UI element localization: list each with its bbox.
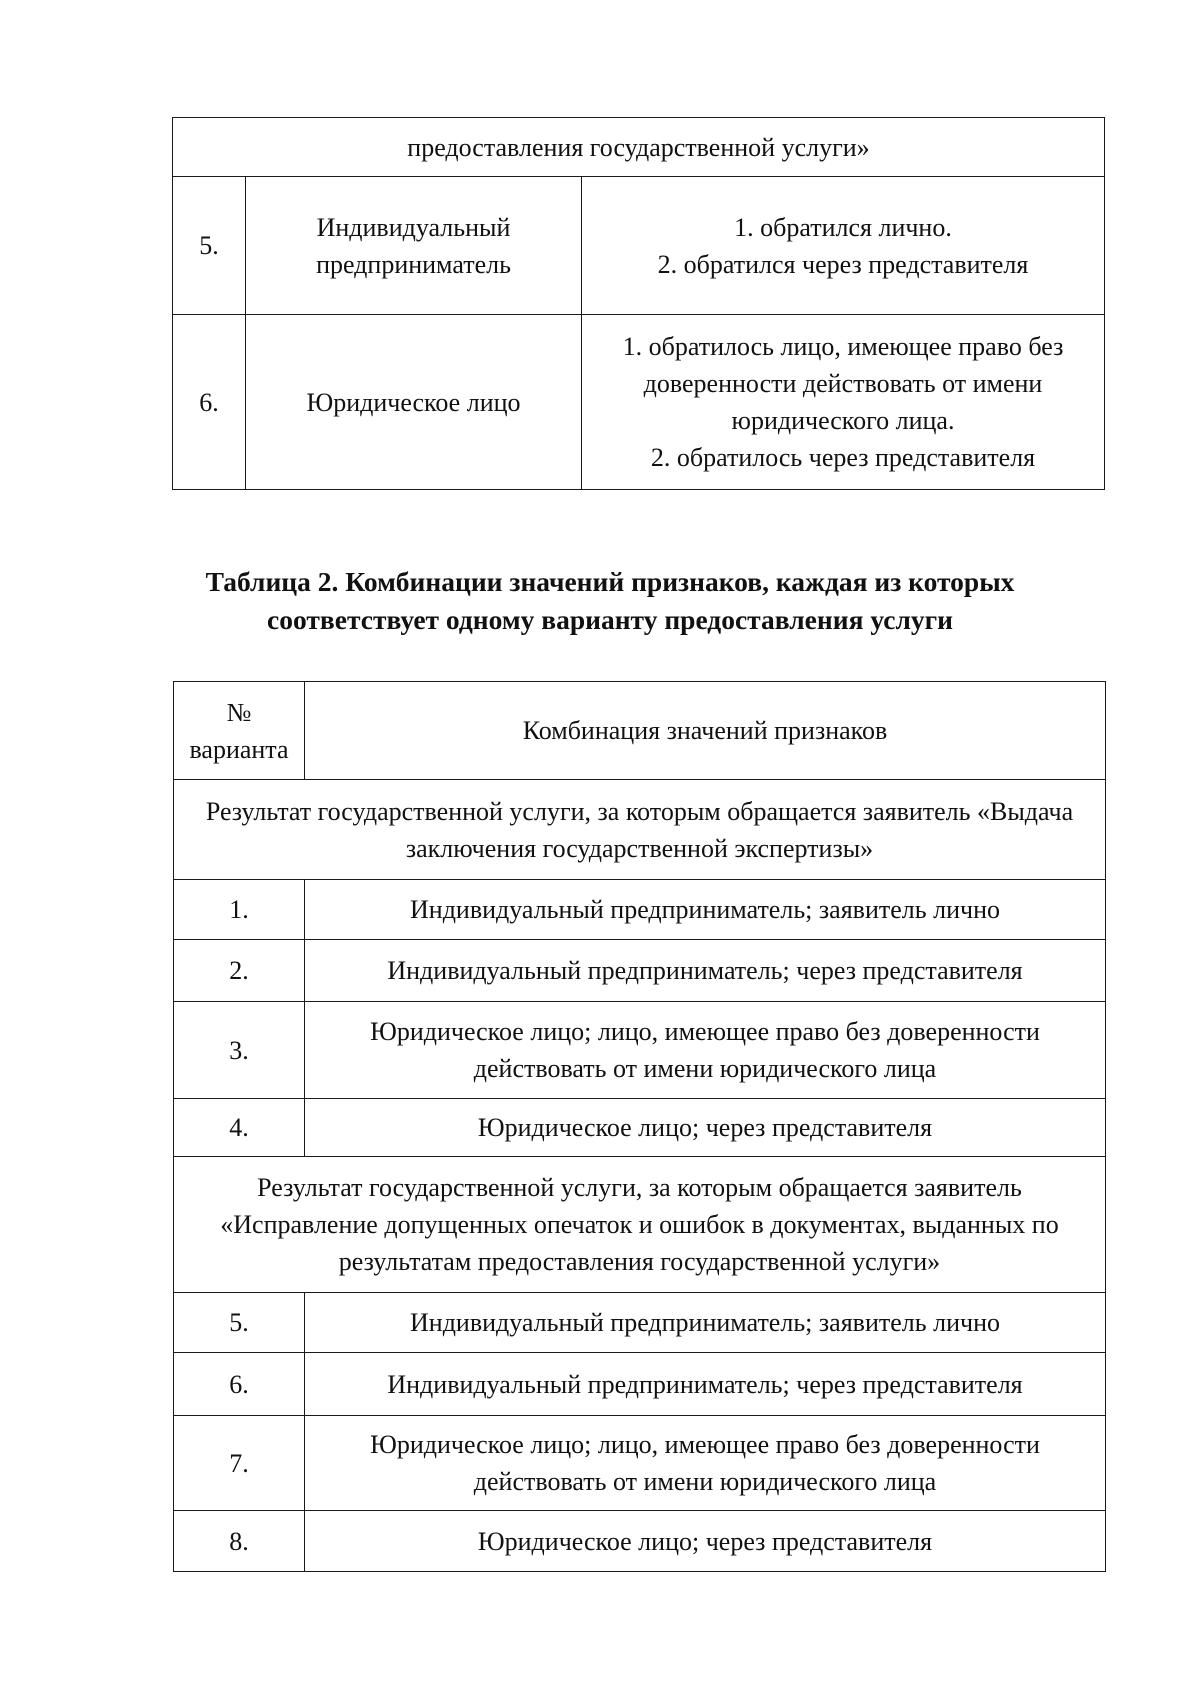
- variant-number: 8.: [174, 1511, 305, 1572]
- variant-number: 1.: [174, 880, 305, 940]
- row-number: 6.: [173, 315, 246, 490]
- table-row: [174, 1353, 1106, 1416]
- table-header-row: [174, 682, 1106, 780]
- table-continued-header: предоставления государственной услуги»: [173, 118, 1105, 177]
- criterion-value: 1. обратилось лицо, имеющее право без доверенности действовать от имени юридического лица.: [622, 332, 1064, 435]
- section-title: Результат государственной услуги, за которым обращается заявитель «Выдача заключения государственной экспертизы»: [174, 780, 1106, 880]
- variant-combination: Юридическое лицо; лицо, имеющее право без доверенности действовать от имени юридического лица: [305, 1002, 1106, 1099]
- section-row: [174, 780, 1106, 880]
- applicant-type: Юридическое лицо: [246, 315, 582, 490]
- table-row: [174, 1293, 1106, 1353]
- row-number: 5.: [173, 177, 246, 315]
- table-row: [174, 880, 1106, 940]
- variant-number: 4.: [174, 1099, 305, 1157]
- variant-number: 2.: [174, 940, 305, 1002]
- variant-number: 6.: [174, 1353, 305, 1416]
- table-row: [174, 1002, 1106, 1099]
- variant-number-header: № варианта: [174, 682, 305, 780]
- variant-combination: Юридическое лицо; через представителя: [305, 1099, 1106, 1157]
- variant-combination: Юридическое лицо; через представителя: [305, 1511, 1106, 1572]
- table-continued-header-row: [173, 118, 1105, 177]
- variant-combination: Индивидуальный предприниматель; заявитель лично: [305, 880, 1106, 940]
- variant-number: 7.: [174, 1416, 305, 1511]
- criterion-values: [582, 177, 1105, 315]
- variant-combination: Юридическое лицо; лицо, имеющее право без доверенности действовать от имени юридического лица: [305, 1416, 1106, 1511]
- combination-header: Комбинация значений признаков: [305, 682, 1106, 780]
- applicant-criteria-table: [172, 117, 1105, 490]
- criterion-value: 2. обратилось через представителя: [650, 443, 1036, 472]
- variant-combination: Индивидуальный предприниматель; через представителя: [305, 940, 1106, 1002]
- variant-number: 3.: [174, 1002, 305, 1099]
- variant-number: 5.: [174, 1293, 305, 1353]
- criterion-values: [582, 315, 1105, 490]
- section-row: [174, 1157, 1106, 1293]
- criterion-value: 2. обратился через представителя: [657, 249, 1029, 279]
- table-row: [174, 1511, 1106, 1572]
- table-row: [173, 177, 1105, 315]
- table-row: [173, 315, 1105, 490]
- table-row: [174, 1099, 1106, 1157]
- criterion-value: 1. обратился лично.: [734, 212, 952, 242]
- table-row: [174, 940, 1106, 1002]
- table-row: [174, 1416, 1106, 1511]
- applicant-type: Индивидуальный предприниматель: [246, 177, 582, 315]
- variants-table: [173, 681, 1106, 1572]
- table-caption: Таблица 2. Комбинации значений признаков, каждая из которых соответствует одному варианту предоставления услуги: [205, 566, 1015, 635]
- variant-combination: Индивидуальный предприниматель; заявитель лично: [305, 1293, 1106, 1353]
- variant-combination: Индивидуальный предприниматель; через представителя: [305, 1353, 1106, 1416]
- section-title: Результат государственной услуги, за которым обращается заявитель «Исправление допущенных опечаток и ошибок в документах, выданных по результатам предоставления государственной услуги»: [174, 1157, 1106, 1293]
